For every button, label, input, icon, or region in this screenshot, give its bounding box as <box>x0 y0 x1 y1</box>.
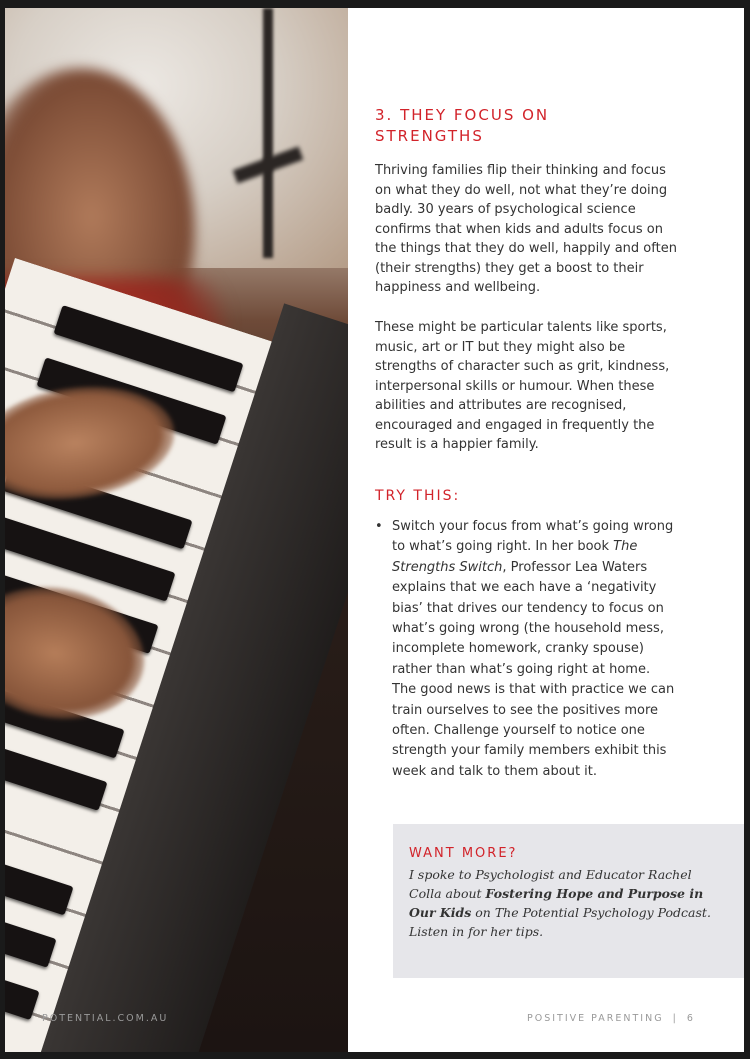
paragraph-strengths-intro: Thriving families flip their thinking and focus on what they do well, not what they’re doing badly. 30 years of psychological science confirms that when kids and adults focus on the things that they do well, happily and often (their strengths) they get a boost to their happiness and wellbeing. <box>375 163 677 295</box>
piano-photo <box>5 8 348 1052</box>
footer-doc-title: POSITIVE PARENTING <box>527 1013 664 1024</box>
try-this-heading: TRY THIS: <box>375 488 461 504</box>
episode-title: Fostering Hope and Purpose in Our Kids <box>409 886 704 920</box>
section-heading: 3. THEY FOCUS ON STRENGTHS <box>375 106 550 145</box>
callout-text: I spoke to Psychologist and Educator Rachel Colla about Fostering Hope and Purpose in Our Kids on The Potential Psychology Podcast. Listen in for her tips. <box>409 867 711 939</box>
footer-page-info <box>525 1013 697 1024</box>
paragraph-strengths-examples: These might be particular talents like sports, music, art or IT but they might also be strengths of character such as grit, kindness, interpersonal skills or humour. When these abilities and attributes are recognised, encouraged and engaged in frequently the result is a happier family. <box>375 320 670 452</box>
document-page <box>5 8 744 1052</box>
bullet-icon: • <box>375 519 383 534</box>
footer-separator: | <box>672 1013 678 1024</box>
want-more-callout <box>393 824 744 978</box>
list-item: • Switch your focus from what’s going wrong to what’s going right. In her book The Strengths Switch, Professor Lea Waters explains that we each have a ‘negativity bias’ that drives our tendency to focus on what’s going wrong (the household mess, incomplete homework, cranky spouse) rather than what’s going right at home. The good news is that with practice we can train ourselves to see the positives more often. Challenge yourself to notice one strength your family members exhibit this week and talk to them about it. <box>375 519 675 779</box>
page-number: 6 <box>686 1013 695 1024</box>
footer-website: POTENTIAL.COM.AU <box>42 1013 169 1024</box>
book-title: The Strengths Switch <box>392 539 638 575</box>
callout-title: WANT MORE? <box>409 846 518 861</box>
